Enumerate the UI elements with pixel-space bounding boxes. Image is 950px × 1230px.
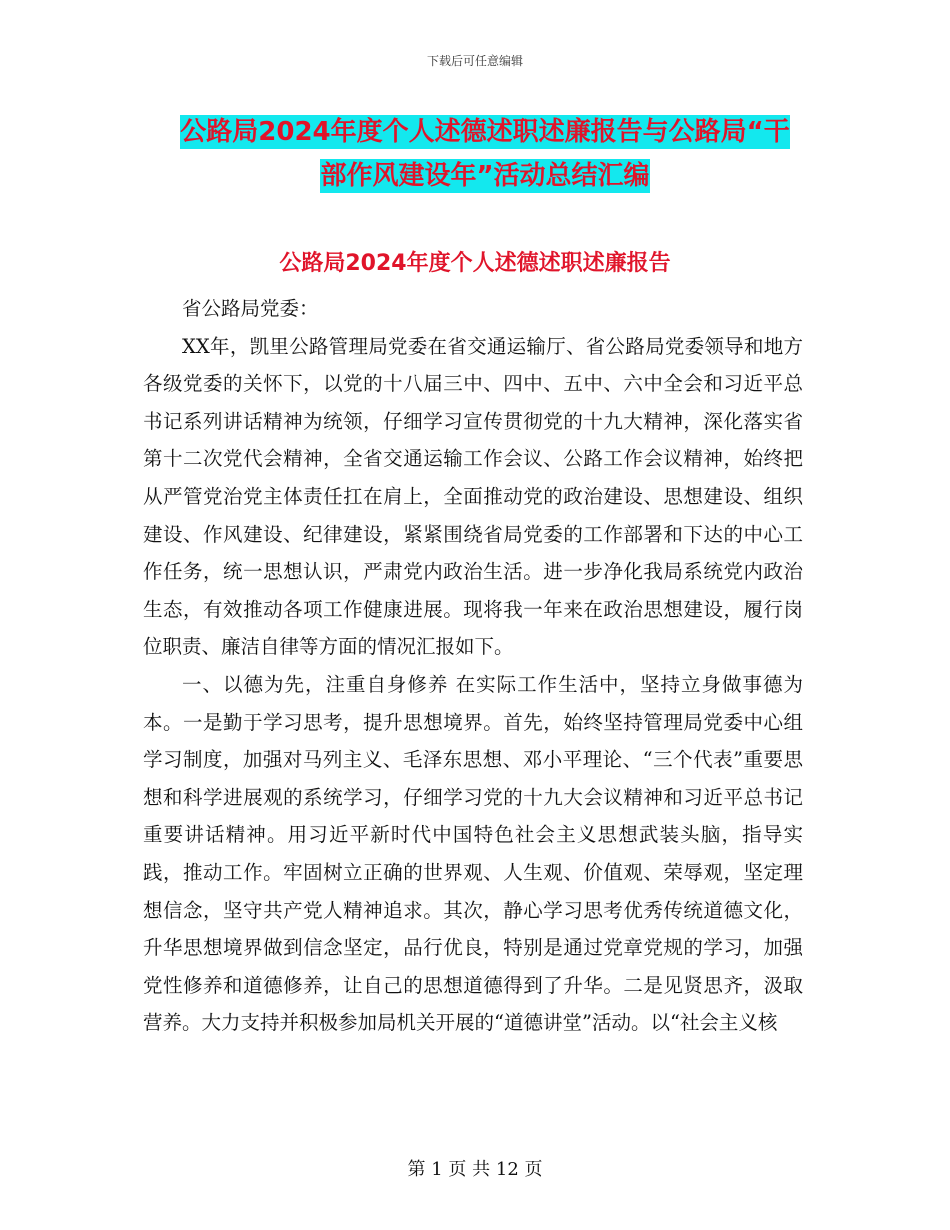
document-main-title bbox=[150, 110, 820, 198]
page-label-mid: 页 共 bbox=[448, 1159, 491, 1180]
body-paragraph: 一、以德为先，注重自身修养 在实际工作生活中，坚持立身做事德为本。一是勤于学习思考，提升思想境界。首先，始终坚持管理局党委中心组学习制度，加强对马列主义、毛泽东思想、邓小平理论、“三个代表”重要思想和科学进展观的系统学习，仔细学习党的十九大会议精神和习近平总书记重要讲话精神。用习近平新时代中国特色社会主义思想武装头脑，指导实践，推动工作。牢固树立正确的世界观、人生观、价值观、荣辱观，坚定理想信念，坚守共产党人精神追求。其次，静心学习思考优秀传统道德文化，升华思想境界做到信念坚定，品行优良，特别是通过党章党规的学习，加强党性修养和道德修养，让自己的思想道德得到了升华。二是见贤思齐，汲取营养。大力支持并积极参加局机关开展的“道德讲堂”活动。以“社会主义核 bbox=[143, 672, 803, 1035]
page-label-suffix: 页 bbox=[524, 1159, 543, 1180]
header-note: 下载后可任意编辑 bbox=[426, 54, 523, 68]
salutation: 省公路局党委： bbox=[182, 297, 319, 320]
page-label-prefix: 第 bbox=[407, 1159, 426, 1180]
section-title: 公路局2024年度个人述德述职述廉报告 bbox=[279, 251, 671, 276]
page-current: 1 bbox=[431, 1159, 443, 1180]
body-paragraph: XX年，凯里公路管理局党委在省交通运输厅、省公路局党委领导和地方各级党委的关怀下，以党的十八届三中、四中、五中、六中全会和习近平总书记系列讲话精神为统领，仔细学习宣传贯彻党的十九大精神，深化落实省第十二次党代会精神，全省交通运输工作会议、公路工作会议精神，始终把从严管党治党主体责任扛在肩上，全面推动党的政治建设、思想建设、组织建设、作风建设、纪律建设，紧紧围绕省局党委的工作部署和下达的中心工作任务，统一思想认识，严肃党内政治生活。进一步净化我局系统党内政治生态，有效推动各项工作健康进展。现将我一年来在政治思想建设，履行岗位职责、廉洁自律等方面的情况汇报如下。 bbox=[143, 334, 803, 659]
page-total: 12 bbox=[495, 1159, 519, 1180]
document-body bbox=[143, 290, 803, 1042]
main-title-line-1: 公路局2024年度个人述德述职述廉报告与公路局“干 bbox=[180, 117, 790, 147]
main-title-line-2: 部作风建设年”活动总结汇编 bbox=[320, 161, 650, 191]
page-footer bbox=[0, 1155, 950, 1181]
